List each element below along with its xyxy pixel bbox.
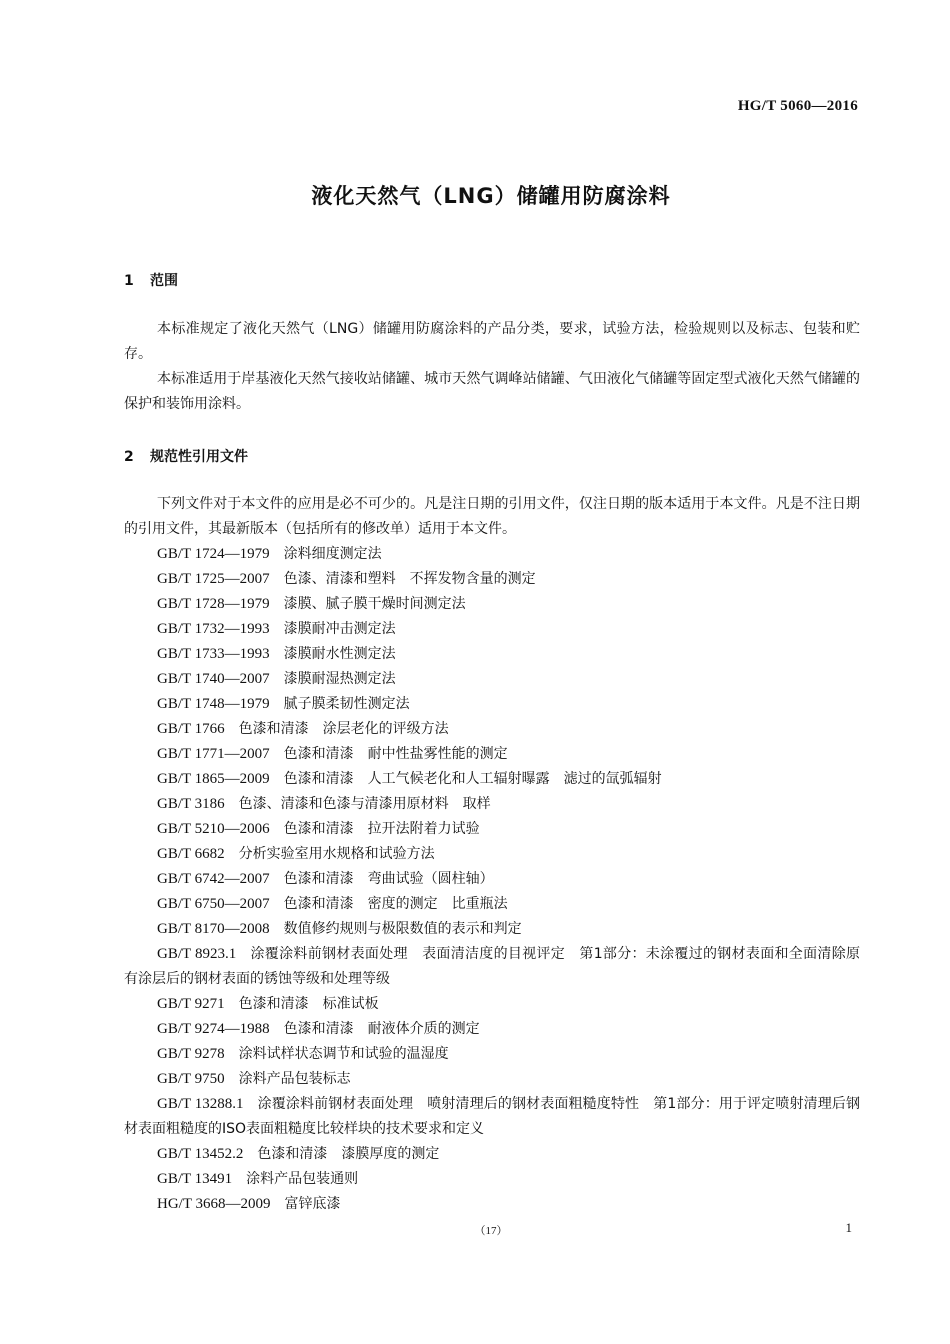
reference-code: GB/T 1865—2009 xyxy=(157,771,270,787)
reference-code: GB/T 1725—2007 xyxy=(157,571,270,587)
reference-title: 漆膜、腻子膜干燥时间测定法 xyxy=(283,596,466,612)
reference-code: GB/T 13491 xyxy=(157,1171,233,1187)
list-item xyxy=(124,692,860,717)
reference-code: GB/T 13288.1 xyxy=(157,1096,244,1112)
list-item xyxy=(124,642,860,667)
section-number: 2 xyxy=(124,449,134,465)
reference-title: 腻子膜柔韧性测定法 xyxy=(283,696,410,712)
list-item xyxy=(124,542,860,567)
list-item xyxy=(124,1067,860,1092)
reference-title: 数值修约规则与极限数值的表示和判定 xyxy=(283,921,522,937)
reference-code: GB/T 9750 xyxy=(157,1071,225,1087)
paragraph: 本标准规定了液化天然气（LNG）储罐用防腐涂料的产品分类，要求，试验方法，检验规则以及标志、包装和贮存。 xyxy=(124,321,860,362)
list-item xyxy=(124,867,860,892)
reference-code: GB/T 1728—1979 xyxy=(157,596,270,612)
paragraph: 本标准适用于岸基液化天然气接收站储罐、城市天然气调峰站储罐、气田液化气储罐等固定型式液化天然气储罐的保护和装饰用涂料。 xyxy=(124,371,860,412)
reference-code: GB/T 1732—1993 xyxy=(157,621,270,637)
reference-title: 涂料细度测定法 xyxy=(283,546,382,562)
reference-list xyxy=(124,542,860,1217)
list-item xyxy=(124,717,860,742)
list-item xyxy=(124,942,860,992)
section-title: 规范性引用文件 xyxy=(150,449,248,465)
reference-code: GB/T 1724—1979 xyxy=(157,546,270,562)
reference-code: GB/T 8170—2008 xyxy=(157,921,270,937)
section-number: 1 xyxy=(124,273,134,289)
reference-code: GB/T 6682 xyxy=(157,846,225,862)
list-item xyxy=(124,892,860,917)
reference-title: 涂覆涂料前钢材表面处理 表面清洁度的目视评定 第1部分：未涂覆过的钢材表面和全面清除原有涂层后的钢材表面的锈蚀等级和处理等级 xyxy=(124,946,860,987)
page-number: 1 xyxy=(845,1220,852,1235)
list-item xyxy=(124,792,860,817)
reference-title: 色漆和清漆 耐液体介质的测定 xyxy=(283,1021,480,1037)
reference-title: 涂料产品包装标志 xyxy=(238,1071,351,1087)
reference-title: 涂料试样状态调节和试验的温湿度 xyxy=(238,1046,449,1062)
reference-code: GB/T 13452.2 xyxy=(157,1146,244,1162)
reference-code: GB/T 9274—1988 xyxy=(157,1021,270,1037)
reference-code: GB/T 8923.1 xyxy=(157,946,237,962)
reference-title: 涂料产品包装通则 xyxy=(246,1171,359,1187)
reference-code: GB/T 5210—2006 xyxy=(157,821,270,837)
reference-code: GB/T 1733—1993 xyxy=(157,646,270,662)
reference-title: 色漆、清漆和塑料 不挥发物含量的测定 xyxy=(283,571,536,587)
list-item xyxy=(124,1017,860,1042)
list-item xyxy=(124,567,860,592)
list-item xyxy=(124,1142,860,1167)
reference-code: GB/T 9271 xyxy=(157,996,225,1012)
reference-title: 色漆和清漆 漆膜厚度的测定 xyxy=(257,1146,440,1162)
reference-code: GB/T 6750—2007 xyxy=(157,896,270,912)
reference-title: 漆膜耐水性测定法 xyxy=(283,646,396,662)
reference-title: 色漆和清漆 密度的测定 比重瓶法 xyxy=(283,896,508,912)
section-title: 范围 xyxy=(150,273,178,289)
reference-title: 色漆和清漆 人工气候老化和人工辐射曝露 滤过的氙弧辐射 xyxy=(283,771,662,787)
reference-title: 色漆和清漆 拉开法附着力试验 xyxy=(283,821,480,837)
reference-title: 色漆和清漆 涂层老化的评级方法 xyxy=(238,721,449,737)
reference-code: GB/T 1748—1979 xyxy=(157,696,270,712)
list-item xyxy=(124,767,860,792)
reference-code: GB/T 9278 xyxy=(157,1046,225,1062)
page-mark: （17） xyxy=(474,1225,508,1237)
reference-title: 分析实验室用水规格和试验方法 xyxy=(238,846,435,862)
reference-title: 色漆和清漆 标准试板 xyxy=(238,996,379,1012)
section-2-heading xyxy=(124,446,248,466)
list-item xyxy=(124,917,860,942)
reference-code: GB/T 1766 xyxy=(157,721,225,737)
list-item xyxy=(124,1042,860,1067)
reference-code: GB/T 6742—2007 xyxy=(157,871,270,887)
reference-code: GB/T 1740—2007 xyxy=(157,671,270,687)
reference-code: GB/T 3186 xyxy=(157,796,225,812)
reference-title: 漆膜耐冲击测定法 xyxy=(283,621,396,637)
list-item xyxy=(124,817,860,842)
list-item xyxy=(124,842,860,867)
reference-title: 色漆、清漆和色漆与清漆用原材料 取样 xyxy=(238,796,491,812)
list-item xyxy=(124,1092,860,1142)
reference-title: 富锌底漆 xyxy=(284,1196,341,1212)
reference-title: 涂覆涂料前钢材表面处理 喷射清理后的钢材表面粗糙度特性 第1部分：用于评定喷射清理后钢材表面粗糙度的ISO表面粗糙度比较样块的技术要求和定义 xyxy=(124,1096,860,1137)
reference-title: 漆膜耐湿热测定法 xyxy=(283,671,396,687)
paragraph: 下列文件对于本文件的应用是必不可少的。凡是注日期的引用文件，仅注日期的版本适用于本文件。凡是不注日期的引用文件，其最新版本（包括所有的修改单）适用于本文件。 xyxy=(124,496,860,537)
list-item xyxy=(124,1167,860,1192)
list-item xyxy=(124,592,860,617)
reference-title: 色漆和清漆 弯曲试验（圆柱轴） xyxy=(283,871,494,887)
list-item xyxy=(124,617,860,642)
reference-code: GB/T 1771—2007 xyxy=(157,746,270,762)
list-item xyxy=(124,992,860,1017)
reference-title: 色漆和清漆 耐中性盐雾性能的测定 xyxy=(283,746,508,762)
list-item xyxy=(124,1192,860,1217)
list-item xyxy=(124,742,860,767)
document-title: 液化天然气（LNG）储罐用防腐涂料 xyxy=(311,184,671,208)
list-item xyxy=(124,667,860,692)
section-1-heading xyxy=(124,270,178,290)
reference-code: HG/T 3668—2009 xyxy=(157,1196,271,1212)
standard-code: HG/T 5060—2016 xyxy=(737,98,858,114)
